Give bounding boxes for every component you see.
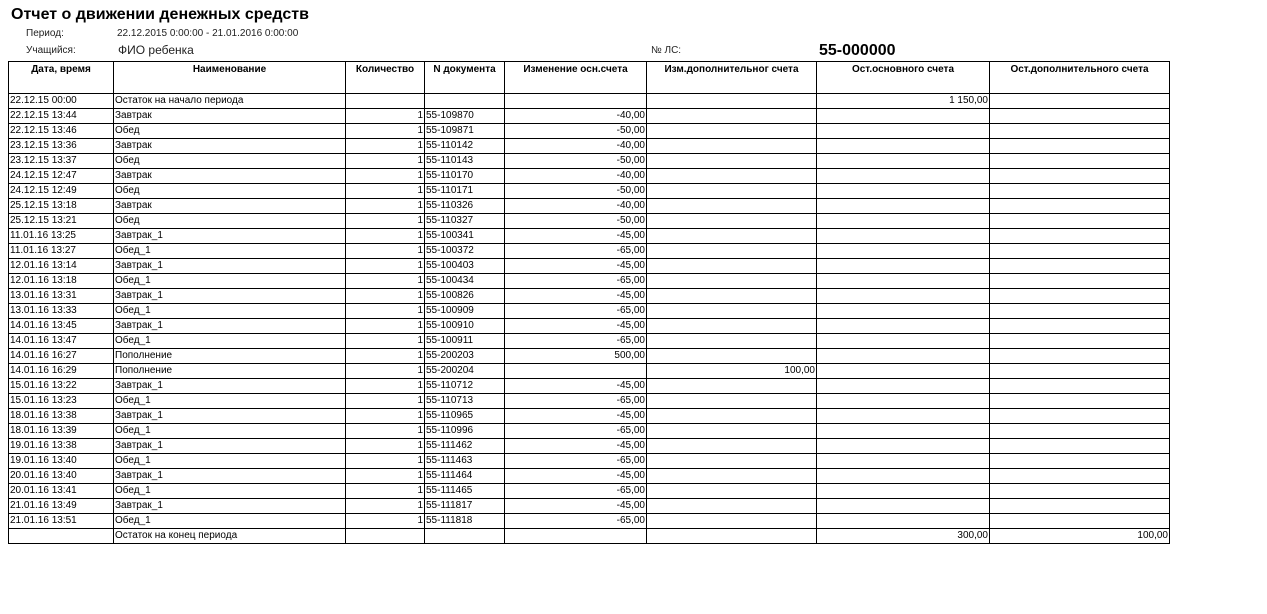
cell-extra-change bbox=[647, 274, 817, 289]
cell-extra-change bbox=[647, 454, 817, 469]
cell-quantity: 1 bbox=[346, 424, 425, 439]
cell-main-change: -65,00 bbox=[505, 304, 647, 319]
cell-document: 55-110713 bbox=[425, 394, 505, 409]
cell-document bbox=[425, 94, 505, 109]
cell-extra-balance bbox=[990, 154, 1170, 169]
cell-date: 19.01.16 13:40 bbox=[9, 454, 114, 469]
cell-quantity: 1 bbox=[346, 214, 425, 229]
table-row bbox=[9, 469, 1170, 484]
cell-extra-balance bbox=[990, 199, 1170, 214]
period-label: Период: bbox=[26, 28, 64, 39]
cell-document: 55-100911 bbox=[425, 334, 505, 349]
column-header-date: Дата, время bbox=[9, 62, 114, 94]
column-header-name: Наименование bbox=[114, 62, 346, 94]
cell-extra-change bbox=[647, 334, 817, 349]
cell-extra-change bbox=[647, 409, 817, 424]
cell-name: Завтрак_1 bbox=[114, 409, 346, 424]
cell-extra-balance bbox=[990, 424, 1170, 439]
table-header-row bbox=[9, 62, 1170, 94]
table-row bbox=[9, 169, 1170, 184]
cell-extra-change bbox=[647, 244, 817, 259]
cell-main-balance bbox=[817, 289, 990, 304]
cell-main-change: -50,00 bbox=[505, 214, 647, 229]
cell-name: Остаток на конец периода bbox=[114, 529, 346, 544]
cell-name: Обед_1 bbox=[114, 514, 346, 529]
table-row bbox=[9, 334, 1170, 349]
cell-date: 24.12.15 12:49 bbox=[9, 184, 114, 199]
cell-quantity: 1 bbox=[346, 139, 425, 154]
cell-main-balance bbox=[817, 304, 990, 319]
column-header-extra-change: Изм.дополнительног счета bbox=[647, 62, 817, 94]
cell-quantity: 1 bbox=[346, 169, 425, 184]
student-label: Учащийся: bbox=[26, 45, 76, 56]
cell-extra-change bbox=[647, 109, 817, 124]
cell-main-change: -40,00 bbox=[505, 169, 647, 184]
cell-date: 18.01.16 13:39 bbox=[9, 424, 114, 439]
cell-main-change: -65,00 bbox=[505, 424, 647, 439]
cell-quantity: 1 bbox=[346, 304, 425, 319]
cell-date: 19.01.16 13:38 bbox=[9, 439, 114, 454]
cell-name: Обед_1 bbox=[114, 484, 346, 499]
cell-name: Обед_1 bbox=[114, 334, 346, 349]
cell-main-balance bbox=[817, 229, 990, 244]
cell-extra-balance bbox=[990, 139, 1170, 154]
cell-date: 11.01.16 13:27 bbox=[9, 244, 114, 259]
account-label: № ЛС: bbox=[651, 45, 682, 56]
cell-extra-balance bbox=[990, 379, 1170, 394]
cell-main-balance bbox=[817, 514, 990, 529]
cell-extra-balance bbox=[990, 334, 1170, 349]
cell-main-balance bbox=[817, 334, 990, 349]
cell-main-change: -45,00 bbox=[505, 499, 647, 514]
cell-name: Обед bbox=[114, 184, 346, 199]
cell-quantity: 1 bbox=[346, 199, 425, 214]
cell-quantity: 1 bbox=[346, 439, 425, 454]
cell-main-balance bbox=[817, 349, 990, 364]
cell-main-change: -65,00 bbox=[505, 274, 647, 289]
cell-extra-balance bbox=[990, 499, 1170, 514]
cell-extra-balance bbox=[990, 349, 1170, 364]
cell-document: 55-100403 bbox=[425, 259, 505, 274]
cell-extra-change bbox=[647, 484, 817, 499]
student-value: ФИО ребенка bbox=[118, 43, 194, 57]
cell-quantity bbox=[346, 529, 425, 544]
cell-quantity bbox=[346, 94, 425, 109]
cell-extra-balance bbox=[990, 364, 1170, 379]
table-row bbox=[9, 454, 1170, 469]
cell-name: Завтрак_1 bbox=[114, 439, 346, 454]
cell-main-change: -50,00 bbox=[505, 124, 647, 139]
cell-name: Обед bbox=[114, 124, 346, 139]
cell-name: Обед bbox=[114, 214, 346, 229]
cell-main-change: -50,00 bbox=[505, 154, 647, 169]
cell-quantity: 1 bbox=[346, 349, 425, 364]
cell-quantity: 1 bbox=[346, 364, 425, 379]
cell-main-change: -65,00 bbox=[505, 394, 647, 409]
table-body bbox=[9, 94, 1170, 544]
cell-document: 55-100341 bbox=[425, 229, 505, 244]
cell-main-balance bbox=[817, 139, 990, 154]
cell-extra-balance bbox=[990, 469, 1170, 484]
cell-extra-balance bbox=[990, 289, 1170, 304]
cell-quantity: 1 bbox=[346, 334, 425, 349]
cell-extra-change: 100,00 bbox=[647, 364, 817, 379]
cell-date: 12.01.16 13:14 bbox=[9, 259, 114, 274]
cell-document: 55-100910 bbox=[425, 319, 505, 334]
cell-name: Обед_1 bbox=[114, 244, 346, 259]
cell-date: 21.01.16 13:51 bbox=[9, 514, 114, 529]
cell-date: 25.12.15 13:21 bbox=[9, 214, 114, 229]
cell-main-change: -65,00 bbox=[505, 244, 647, 259]
cell-extra-balance bbox=[990, 259, 1170, 274]
cell-document: 55-100434 bbox=[425, 274, 505, 289]
cell-date: 20.01.16 13:41 bbox=[9, 484, 114, 499]
cell-quantity: 1 bbox=[346, 484, 425, 499]
cell-extra-balance bbox=[990, 514, 1170, 529]
cell-date: 23.12.15 13:37 bbox=[9, 154, 114, 169]
table-row bbox=[9, 484, 1170, 499]
table-row bbox=[9, 349, 1170, 364]
cell-extra-change bbox=[647, 394, 817, 409]
cell-date: 12.01.16 13:18 bbox=[9, 274, 114, 289]
cell-date: 13.01.16 13:31 bbox=[9, 289, 114, 304]
cell-extra-balance bbox=[990, 169, 1170, 184]
cell-extra-balance bbox=[990, 244, 1170, 259]
cell-document: 55-100909 bbox=[425, 304, 505, 319]
table-row bbox=[9, 199, 1170, 214]
cell-name: Завтрак_1 bbox=[114, 229, 346, 244]
cell-quantity: 1 bbox=[346, 514, 425, 529]
cell-extra-balance bbox=[990, 439, 1170, 454]
column-header-main-balance: Ост.основного счета bbox=[817, 62, 990, 94]
cell-document: 55-200203 bbox=[425, 349, 505, 364]
cell-main-balance bbox=[817, 424, 990, 439]
cell-extra-balance bbox=[990, 124, 1170, 139]
cell-date: 14.01.16 13:45 bbox=[9, 319, 114, 334]
cell-main-change: -65,00 bbox=[505, 484, 647, 499]
table-row bbox=[9, 274, 1170, 289]
cell-main-change: -40,00 bbox=[505, 109, 647, 124]
cell-extra-change bbox=[647, 469, 817, 484]
report-title: Отчет о движении денежных средств bbox=[11, 6, 309, 23]
cell-quantity: 1 bbox=[346, 259, 425, 274]
cell-quantity: 1 bbox=[346, 469, 425, 484]
cell-main-change: -50,00 bbox=[505, 184, 647, 199]
cell-name: Завтрак_1 bbox=[114, 469, 346, 484]
table-row bbox=[9, 529, 1170, 544]
cell-name: Пополнение bbox=[114, 364, 346, 379]
cell-extra-balance bbox=[990, 184, 1170, 199]
cell-extra-change bbox=[647, 304, 817, 319]
cell-extra-balance bbox=[990, 304, 1170, 319]
cell-main-change bbox=[505, 94, 647, 109]
cell-quantity: 1 bbox=[346, 319, 425, 334]
cell-extra-change bbox=[647, 199, 817, 214]
cell-main-change: -65,00 bbox=[505, 514, 647, 529]
cell-main-balance bbox=[817, 469, 990, 484]
table-row bbox=[9, 109, 1170, 124]
cell-main-balance bbox=[817, 499, 990, 514]
table-row bbox=[9, 214, 1170, 229]
cell-document: 55-111818 bbox=[425, 514, 505, 529]
table-row bbox=[9, 439, 1170, 454]
cell-extra-balance bbox=[990, 409, 1170, 424]
cell-main-balance bbox=[817, 454, 990, 469]
cell-document: 55-110326 bbox=[425, 199, 505, 214]
account-value: 55-000000 bbox=[819, 42, 896, 59]
cell-document: 55-109871 bbox=[425, 124, 505, 139]
table-row bbox=[9, 499, 1170, 514]
cell-extra-balance bbox=[990, 394, 1170, 409]
cell-main-change bbox=[505, 529, 647, 544]
cell-date: 11.01.16 13:25 bbox=[9, 229, 114, 244]
cell-extra-change bbox=[647, 424, 817, 439]
cell-quantity: 1 bbox=[346, 379, 425, 394]
cell-date: 22.12.15 13:44 bbox=[9, 109, 114, 124]
cell-document: 55-110171 bbox=[425, 184, 505, 199]
column-header-quantity: Количество bbox=[346, 62, 425, 94]
table-row bbox=[9, 244, 1170, 259]
cell-quantity: 1 bbox=[346, 274, 425, 289]
cell-date: 25.12.15 13:18 bbox=[9, 199, 114, 214]
cell-main-change: -65,00 bbox=[505, 454, 647, 469]
cell-extra-balance bbox=[990, 94, 1170, 109]
table-row bbox=[9, 184, 1170, 199]
cell-quantity: 1 bbox=[346, 109, 425, 124]
cell-document: 55-111462 bbox=[425, 439, 505, 454]
table-row bbox=[9, 154, 1170, 169]
cell-document: 55-110996 bbox=[425, 424, 505, 439]
cell-document: 55-109870 bbox=[425, 109, 505, 124]
period-value: 22.12.2015 0:00:00 - 21.01.2016 0:00:00 bbox=[117, 28, 299, 39]
cell-quantity: 1 bbox=[346, 289, 425, 304]
cell-main-change: -45,00 bbox=[505, 469, 647, 484]
cell-main-change: -45,00 bbox=[505, 439, 647, 454]
cell-main-balance bbox=[817, 319, 990, 334]
cell-extra-balance bbox=[990, 214, 1170, 229]
cell-main-change: -45,00 bbox=[505, 379, 647, 394]
table-row bbox=[9, 514, 1170, 529]
cell-document: 55-110143 bbox=[425, 154, 505, 169]
cell-quantity: 1 bbox=[346, 184, 425, 199]
cell-extra-change bbox=[647, 154, 817, 169]
cell-name: Завтрак_1 bbox=[114, 379, 346, 394]
cell-main-balance bbox=[817, 394, 990, 409]
cell-main-balance bbox=[817, 124, 990, 139]
cell-main-balance bbox=[817, 214, 990, 229]
cell-date: 15.01.16 13:22 bbox=[9, 379, 114, 394]
cell-name: Обед bbox=[114, 154, 346, 169]
cell-name: Завтрак bbox=[114, 109, 346, 124]
cell-date: 20.01.16 13:40 bbox=[9, 469, 114, 484]
cell-extra-balance bbox=[990, 319, 1170, 334]
cell-extra-change bbox=[647, 184, 817, 199]
table-row bbox=[9, 319, 1170, 334]
cell-date: 14.01.16 13:47 bbox=[9, 334, 114, 349]
cell-main-change: -40,00 bbox=[505, 139, 647, 154]
cell-main-balance bbox=[817, 184, 990, 199]
cell-name: Завтрак bbox=[114, 169, 346, 184]
cell-document: 55-111465 bbox=[425, 484, 505, 499]
cell-date: 24.12.15 12:47 bbox=[9, 169, 114, 184]
cell-date: 21.01.16 13:49 bbox=[9, 499, 114, 514]
cell-document: 55-111817 bbox=[425, 499, 505, 514]
table-row bbox=[9, 379, 1170, 394]
cell-extra-change bbox=[647, 214, 817, 229]
cell-date: 22.12.15 00:00 bbox=[9, 94, 114, 109]
cell-name: Обед_1 bbox=[114, 424, 346, 439]
cash-flow-table bbox=[8, 61, 1170, 544]
cell-name: Завтрак_1 bbox=[114, 319, 346, 334]
cell-date: 13.01.16 13:33 bbox=[9, 304, 114, 319]
cell-main-balance bbox=[817, 484, 990, 499]
cell-date: 14.01.16 16:29 bbox=[9, 364, 114, 379]
cell-main-balance bbox=[817, 274, 990, 289]
cell-quantity: 1 bbox=[346, 124, 425, 139]
cell-extra-change bbox=[647, 514, 817, 529]
cell-extra-change bbox=[647, 349, 817, 364]
cell-extra-change bbox=[647, 529, 817, 544]
cell-extra-change bbox=[647, 229, 817, 244]
cell-extra-change bbox=[647, 139, 817, 154]
cell-main-balance bbox=[817, 109, 990, 124]
cell-main-balance bbox=[817, 379, 990, 394]
cell-quantity: 1 bbox=[346, 394, 425, 409]
cell-document: 55-111463 bbox=[425, 454, 505, 469]
cell-extra-change bbox=[647, 259, 817, 274]
cell-main-change: -45,00 bbox=[505, 259, 647, 274]
cell-extra-change bbox=[647, 379, 817, 394]
cell-document: 55-110712 bbox=[425, 379, 505, 394]
cell-quantity: 1 bbox=[346, 409, 425, 424]
cell-main-change: -45,00 bbox=[505, 289, 647, 304]
cell-name: Остаток на начало периода bbox=[114, 94, 346, 109]
cell-main-balance bbox=[817, 409, 990, 424]
cell-quantity: 1 bbox=[346, 154, 425, 169]
table-row bbox=[9, 124, 1170, 139]
cell-quantity: 1 bbox=[346, 244, 425, 259]
cell-main-change: -40,00 bbox=[505, 199, 647, 214]
cell-extra-balance bbox=[990, 229, 1170, 244]
cell-name: Обед_1 bbox=[114, 454, 346, 469]
cell-extra-change bbox=[647, 124, 817, 139]
cell-main-balance bbox=[817, 199, 990, 214]
cell-extra-balance: 100,00 bbox=[990, 529, 1170, 544]
table-row bbox=[9, 304, 1170, 319]
cell-main-change: -65,00 bbox=[505, 334, 647, 349]
cell-name: Обед_1 bbox=[114, 394, 346, 409]
cell-date: 15.01.16 13:23 bbox=[9, 394, 114, 409]
cell-date: 22.12.15 13:46 bbox=[9, 124, 114, 139]
cell-main-balance bbox=[817, 259, 990, 274]
column-header-extra-balance: Ост.дополнительного счета bbox=[990, 62, 1170, 94]
table-row bbox=[9, 229, 1170, 244]
cell-extra-change bbox=[647, 169, 817, 184]
cell-main-change: -45,00 bbox=[505, 409, 647, 424]
cell-main-balance bbox=[817, 244, 990, 259]
cell-document: 55-111464 bbox=[425, 469, 505, 484]
cell-main-change: -45,00 bbox=[505, 319, 647, 334]
cell-main-balance: 1 150,00 bbox=[817, 94, 990, 109]
cell-document: 55-200204 bbox=[425, 364, 505, 379]
cell-date: 23.12.15 13:36 bbox=[9, 139, 114, 154]
table-row bbox=[9, 139, 1170, 154]
cell-document: 55-110170 bbox=[425, 169, 505, 184]
cell-name: Пополнение bbox=[114, 349, 346, 364]
cell-main-change bbox=[505, 364, 647, 379]
table-row bbox=[9, 424, 1170, 439]
cell-name: Обед_1 bbox=[114, 304, 346, 319]
table-row bbox=[9, 289, 1170, 304]
cell-quantity: 1 bbox=[346, 229, 425, 244]
cell-main-change: -45,00 bbox=[505, 229, 647, 244]
cell-document: 55-110142 bbox=[425, 139, 505, 154]
cell-extra-balance bbox=[990, 454, 1170, 469]
cell-name: Завтрак_1 bbox=[114, 289, 346, 304]
cell-document bbox=[425, 529, 505, 544]
table-row bbox=[9, 364, 1170, 379]
table-row bbox=[9, 259, 1170, 274]
table-row bbox=[9, 409, 1170, 424]
cell-main-balance: 300,00 bbox=[817, 529, 990, 544]
cell-main-change: 500,00 bbox=[505, 349, 647, 364]
cell-extra-change bbox=[647, 499, 817, 514]
cell-date bbox=[9, 529, 114, 544]
table-row bbox=[9, 394, 1170, 409]
cell-quantity: 1 bbox=[346, 499, 425, 514]
table-row bbox=[9, 94, 1170, 109]
cell-name: Обед_1 bbox=[114, 274, 346, 289]
cell-document: 55-110327 bbox=[425, 214, 505, 229]
cell-name: Завтрак bbox=[114, 139, 346, 154]
cell-extra-change bbox=[647, 94, 817, 109]
cell-name: Завтрак_1 bbox=[114, 499, 346, 514]
cell-document: 55-110965 bbox=[425, 409, 505, 424]
cell-quantity: 1 bbox=[346, 454, 425, 469]
cell-extra-balance bbox=[990, 109, 1170, 124]
column-header-document: N документа bbox=[425, 62, 505, 94]
cell-extra-balance bbox=[990, 484, 1170, 499]
cell-extra-balance bbox=[990, 274, 1170, 289]
cell-document: 55-100372 bbox=[425, 244, 505, 259]
cell-document: 55-100826 bbox=[425, 289, 505, 304]
cell-name: Завтрак_1 bbox=[114, 259, 346, 274]
cell-extra-change bbox=[647, 319, 817, 334]
column-header-main-change: Изменение осн.счета bbox=[505, 62, 647, 94]
cell-main-balance bbox=[817, 364, 990, 379]
cell-main-balance bbox=[817, 154, 990, 169]
cell-date: 14.01.16 16:27 bbox=[9, 349, 114, 364]
cell-main-balance bbox=[817, 169, 990, 184]
cell-name: Завтрак bbox=[114, 199, 346, 214]
cell-extra-change bbox=[647, 289, 817, 304]
cell-date: 18.01.16 13:38 bbox=[9, 409, 114, 424]
cell-main-balance bbox=[817, 439, 990, 454]
cell-extra-change bbox=[647, 439, 817, 454]
